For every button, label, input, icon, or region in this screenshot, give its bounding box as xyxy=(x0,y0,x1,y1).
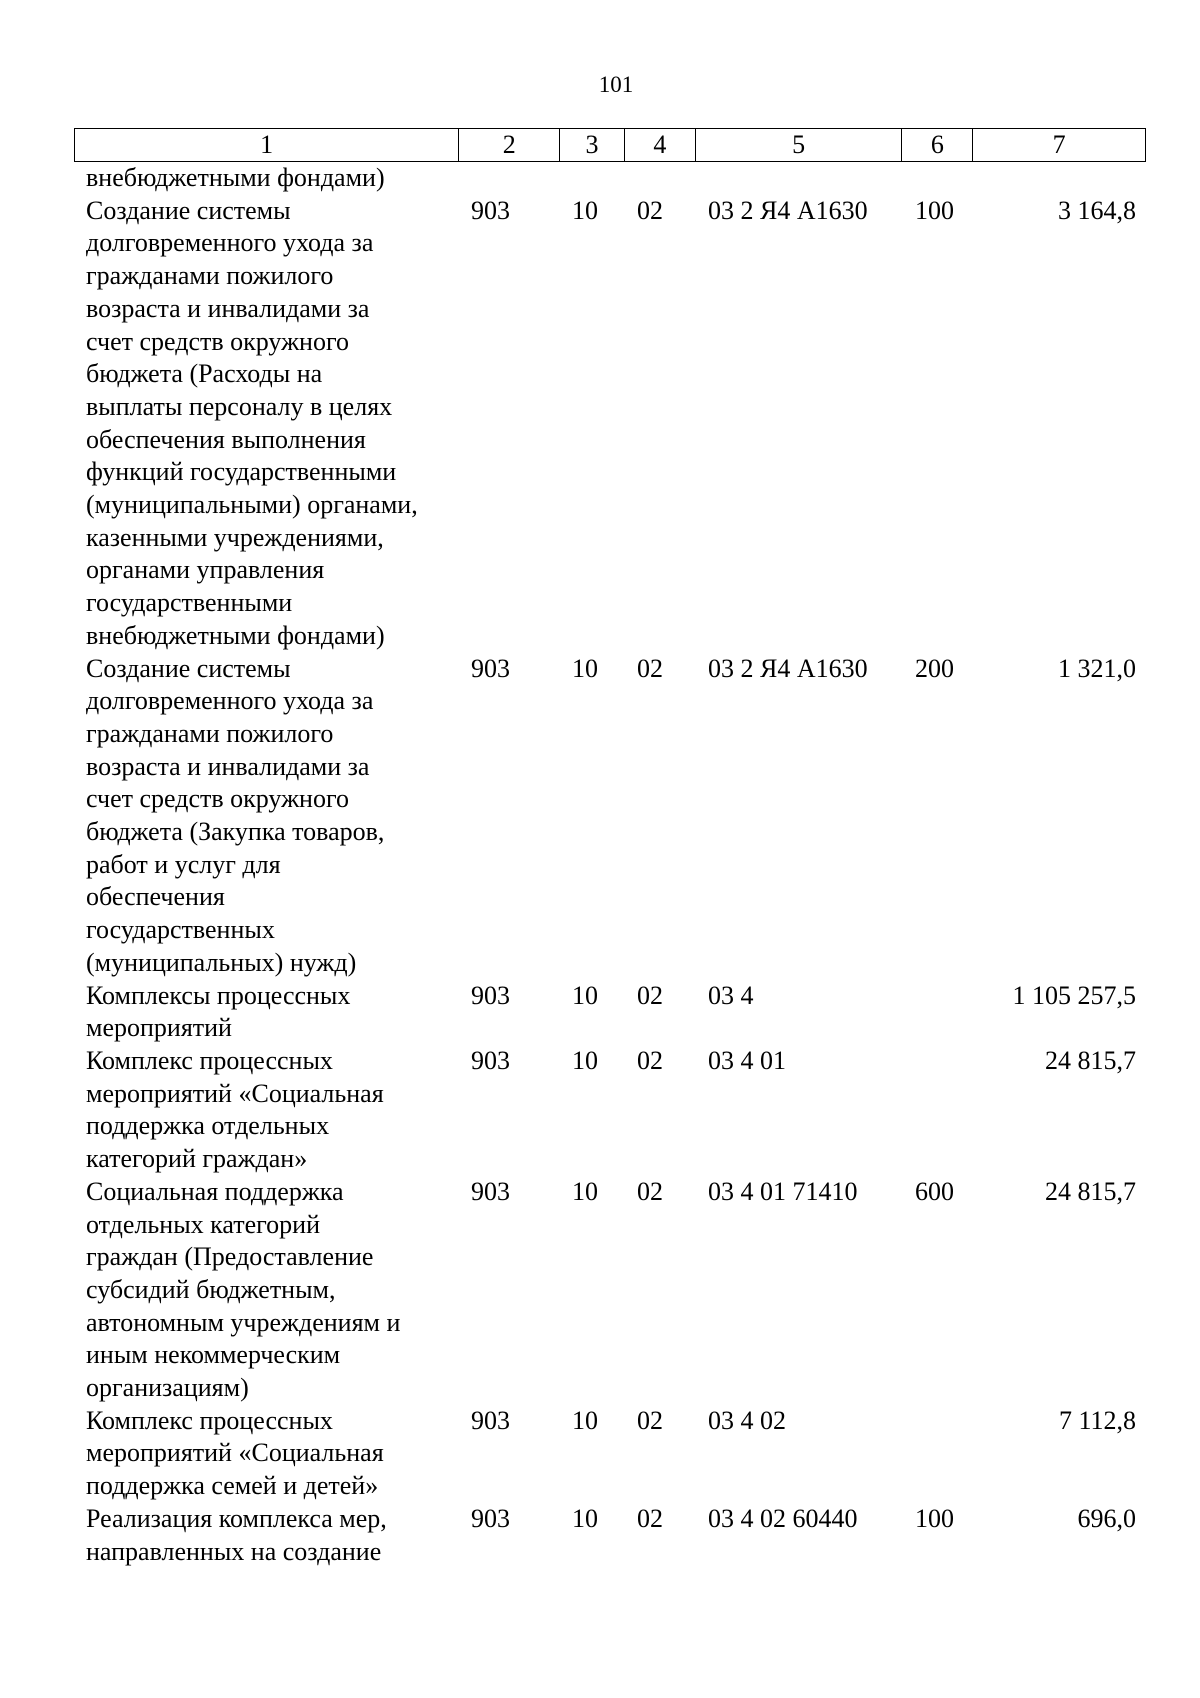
cell-gl: 903 xyxy=(471,195,510,225)
name-line: мероприятий «Социальная xyxy=(86,1438,384,1468)
name-line: Комплексы процессных xyxy=(86,980,351,1010)
name-line: казенными учреждениями, xyxy=(86,522,384,552)
name-line: возраста и инвалидами за xyxy=(86,751,370,781)
name-line: выплаты персоналу в целях xyxy=(86,391,393,421)
cell-pr: 02 xyxy=(637,653,663,683)
page-number: 101 xyxy=(598,72,634,97)
cell-rz: 10 xyxy=(572,1503,598,1533)
cell-gl: 903 xyxy=(471,1176,510,1206)
cell-name xyxy=(74,1045,459,1176)
name-line: гражданами пожилого xyxy=(86,261,334,291)
table-row xyxy=(74,195,1146,653)
cell-vr: 600 xyxy=(915,1176,954,1206)
name-line: бюджета (Закупка товаров, xyxy=(86,817,385,847)
cell-name xyxy=(74,1405,459,1503)
cell-vr: 100 xyxy=(915,195,954,225)
cell-cs: 03 2 Я4 А1630 xyxy=(708,653,868,683)
name-line: субсидий бюджетным, xyxy=(86,1274,336,1304)
cell-cs: 03 4 01 xyxy=(708,1045,786,1075)
cell-pr: 02 xyxy=(637,1045,663,1075)
name-line: бюджета (Расходы на xyxy=(86,359,323,389)
name-line: счет средств окружного xyxy=(86,326,349,356)
table-body xyxy=(74,162,1146,1568)
cell-vr: 200 xyxy=(915,653,954,683)
cell-name xyxy=(74,1176,459,1405)
cell-cs: 03 4 02 xyxy=(708,1405,786,1435)
name-line: счет средств окружного xyxy=(86,784,349,814)
cell-cs: 03 2 Я4 А1630 xyxy=(708,195,868,225)
cell-pr: 02 xyxy=(637,1405,663,1435)
name-line: работ и услуг для xyxy=(86,849,281,879)
table-row xyxy=(74,1503,1146,1568)
cell-sum: 696,0 xyxy=(1077,1503,1136,1533)
name-line: отдельных категорий xyxy=(86,1209,321,1239)
cell-pr: 02 xyxy=(637,980,663,1010)
name-line: автономным учреждениям и xyxy=(86,1307,401,1337)
name-line: государственными xyxy=(86,588,293,618)
name-line: мероприятий «Социальная xyxy=(86,1078,384,1108)
table-row xyxy=(74,1045,1146,1176)
name-line: долговременного ухода за xyxy=(86,686,374,716)
name-line: направленных на создание xyxy=(86,1536,382,1566)
table-row xyxy=(74,653,1146,980)
cell-vr: 100 xyxy=(915,1503,954,1533)
header-col-2: 2 xyxy=(459,129,560,161)
cell-sum: 3 164,8 xyxy=(1058,195,1136,225)
cell-gl: 903 xyxy=(471,1045,510,1075)
cell-rz: 10 xyxy=(572,1176,598,1206)
name-line: возраста и инвалидами за xyxy=(86,293,370,323)
name-line: внебюджетными фондами) xyxy=(86,163,385,192)
name-line: иным некоммерческим xyxy=(86,1340,341,1370)
name-line: долговременного ухода за xyxy=(86,228,374,258)
cell-name xyxy=(74,195,459,653)
table-header xyxy=(74,128,1146,162)
cell-cs: 03 4 02 60440 xyxy=(708,1503,858,1533)
cell-pr: 02 xyxy=(637,195,663,225)
cell-rz: 10 xyxy=(572,653,598,683)
name-line: Комплекс процессных xyxy=(86,1045,333,1075)
cell-rz: 10 xyxy=(572,1045,598,1075)
name-line: мероприятий xyxy=(86,1013,232,1043)
name-line: Социальная поддержка xyxy=(86,1176,344,1206)
cell-sum: 7 112,8 xyxy=(1058,1405,1136,1435)
name-line: поддержка семей и детей» xyxy=(86,1471,379,1501)
cell-rz: 10 xyxy=(572,1405,598,1435)
cell-name xyxy=(74,162,459,195)
cell-gl: 903 xyxy=(471,653,510,683)
name-line: Комплекс процессных xyxy=(86,1405,333,1435)
cell-gl: 903 xyxy=(471,980,510,1010)
cell-pr: 02 xyxy=(637,1176,663,1206)
cell-gl: 903 xyxy=(471,1503,510,1533)
name-line: функций государственными xyxy=(86,457,397,487)
name-line: организациям) xyxy=(86,1373,249,1403)
header-col-4: 4 xyxy=(625,129,696,161)
header-col-5: 5 xyxy=(696,129,903,161)
cell-cs: 03 4 xyxy=(708,980,754,1010)
name-line: органами управления xyxy=(86,555,325,585)
cell-sum: 24 815,7 xyxy=(1045,1045,1136,1075)
name-line: граждан (Предоставление xyxy=(86,1242,374,1272)
name-line: Создание системы xyxy=(86,195,291,225)
name-line: категорий граждан» xyxy=(86,1144,308,1174)
table-row xyxy=(74,1405,1146,1503)
cell-name xyxy=(74,653,459,980)
name-line: государственных xyxy=(86,915,275,945)
table-row xyxy=(74,162,1146,195)
cell-rz: 10 xyxy=(572,195,598,225)
cell-rz: 10 xyxy=(572,980,598,1010)
header-col-1: 1 xyxy=(75,129,459,161)
table-row xyxy=(74,1176,1146,1405)
name-line: (муниципальными) органами, xyxy=(86,490,418,520)
name-line: обеспечения выполнения xyxy=(86,424,366,454)
name-line: Создание системы xyxy=(86,653,291,683)
cell-name xyxy=(74,980,459,1045)
header-col-6: 6 xyxy=(902,129,973,161)
name-line: Реализация комплекса мер, xyxy=(86,1503,387,1533)
table-row xyxy=(74,980,1146,1045)
cell-gl: 903 xyxy=(471,1405,510,1435)
header-col-3: 3 xyxy=(560,129,625,161)
name-line: обеспечения xyxy=(86,882,225,912)
cell-name xyxy=(74,1503,459,1568)
cell-cs: 03 4 01 71410 xyxy=(708,1176,858,1206)
header-col-7: 7 xyxy=(1052,130,1066,159)
name-line: гражданами пожилого xyxy=(86,718,334,748)
name-line: (муниципальных) нужд) xyxy=(86,947,357,977)
name-line: поддержка отдельных xyxy=(86,1111,330,1141)
cell-sum: 1 321,0 xyxy=(1058,653,1136,683)
cell-sum: 24 815,7 xyxy=(1045,1176,1136,1206)
cell-sum: 1 105 257,5 xyxy=(1012,980,1136,1010)
cell-pr: 02 xyxy=(637,1503,663,1533)
name-line: внебюджетными фондами) xyxy=(86,620,385,650)
